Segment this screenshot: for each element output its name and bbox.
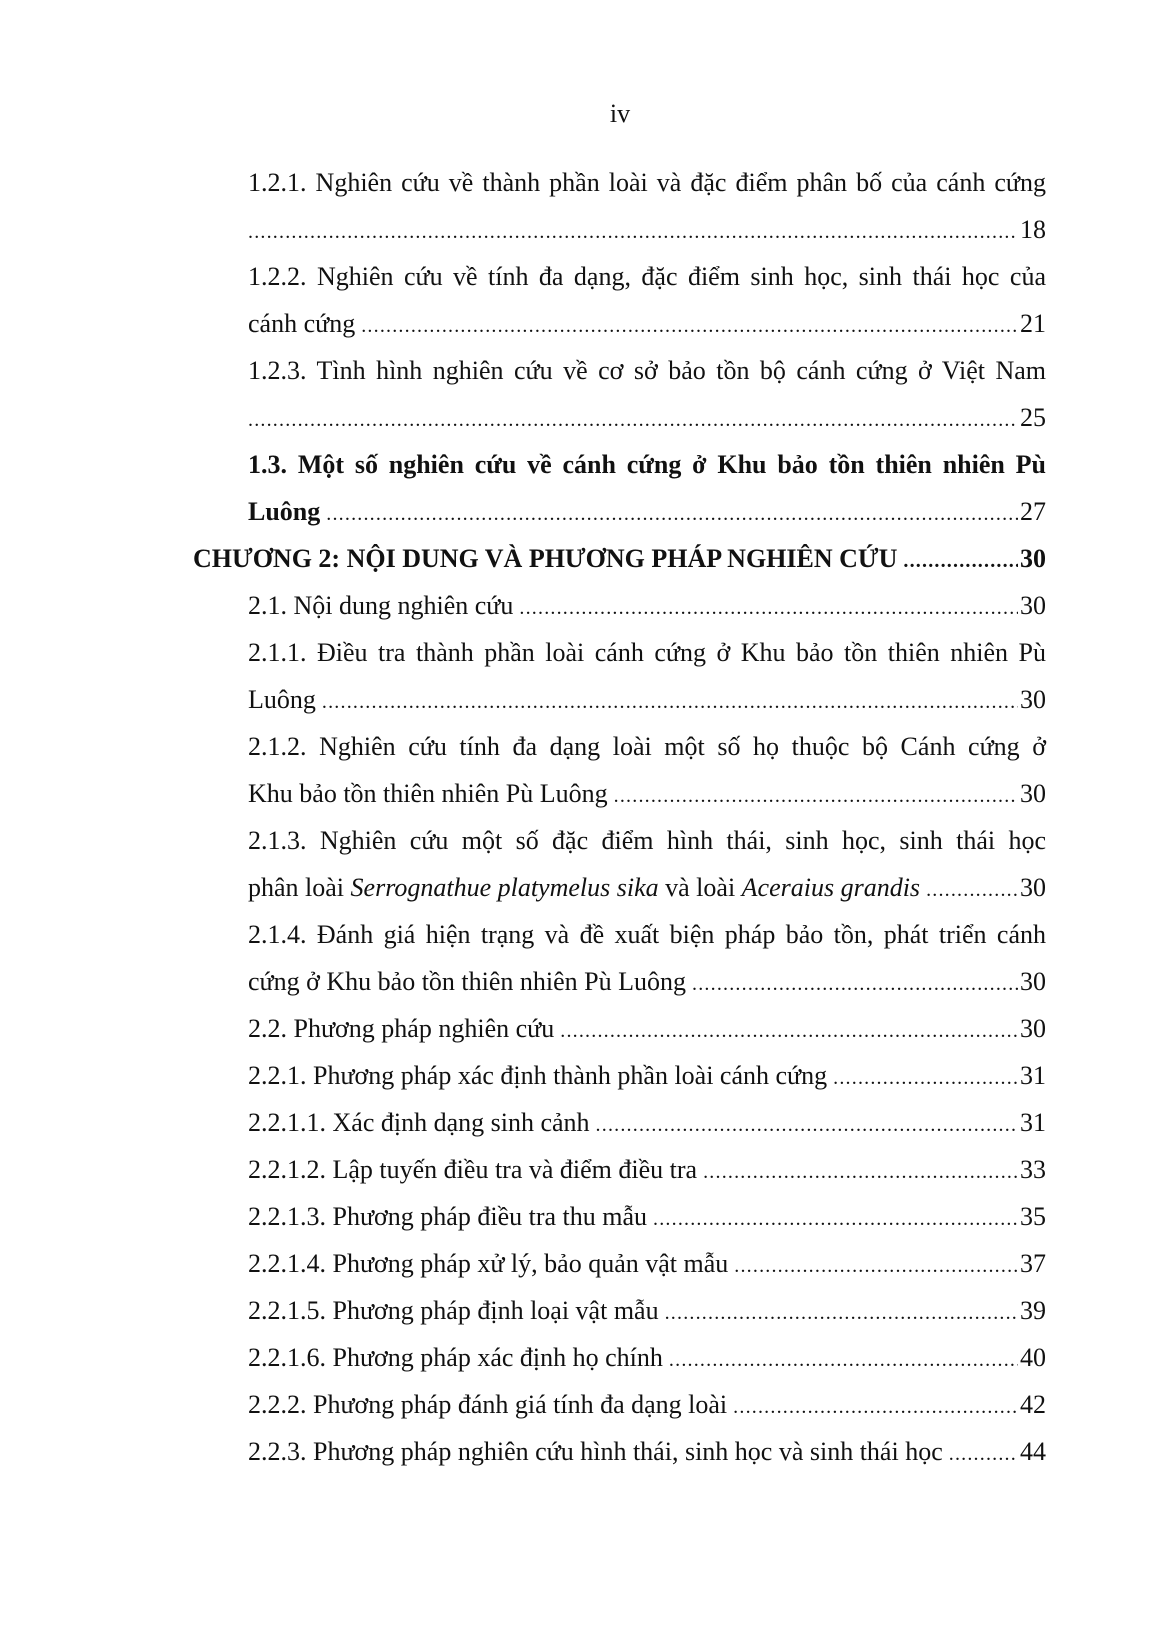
toc-page-number: 31 — [1020, 1108, 1046, 1137]
toc-page-number: 21 — [1020, 309, 1046, 338]
leader-dots — [322, 679, 1018, 726]
toc-entry-2-1[interactable] — [193, 582, 1046, 629]
toc-page-number: 25 — [1020, 403, 1046, 432]
toc-page-number: 33 — [1020, 1155, 1046, 1184]
toc-entry-title: 2.2.3. Phương pháp nghiên cứu hình thái, sinh học và sinh thái học — [248, 1437, 943, 1466]
species-name: Serrognathue platymelus sika — [350, 873, 659, 902]
toc-page-number: 30 — [1020, 1014, 1046, 1043]
toc-entry-title-cont: cứng ở Khu bảo tồn thiên nhiên Pù Luông — [248, 967, 687, 996]
toc-entry-title: 2.1.2. Nghiên cứu tính đa dạng loài một số họ thuộc bộ Cánh cứng ở — [248, 732, 1046, 761]
leader-dots — [519, 585, 1018, 632]
leader-dots — [949, 1431, 1018, 1478]
toc-page-number: 44 — [1020, 1437, 1046, 1466]
toc-page-number: 30 — [1020, 591, 1046, 620]
toc-entry-title-cont: Khu bảo tồn thiên nhiên Pù Luông — [248, 779, 608, 808]
toc-entry-1-2-2-cont[interactable] — [193, 300, 1046, 347]
toc-entry-title: 1.3. Một số nghiên cứu về cánh cứng ở Khu bảo tồn thiên nhiên Pù — [248, 450, 1046, 479]
leader-dots — [248, 209, 1018, 256]
toc-entry-title: 2.2.1.2. Lập tuyến điều tra và điểm điều tra — [248, 1155, 698, 1184]
toc-page-number: 30 — [1020, 544, 1046, 573]
toc-entry-2-2-1-4[interactable] — [193, 1240, 1046, 1287]
toc-entry-2-2-1-1[interactable] — [193, 1099, 1046, 1146]
toc-entry-1-3-cont[interactable] — [193, 488, 1046, 535]
leader-dots — [833, 1055, 1018, 1102]
toc-entry-2-2[interactable] — [193, 1005, 1046, 1052]
leader-dots — [248, 397, 1018, 444]
toc-page-number: 27 — [1020, 497, 1046, 526]
toc-entry-2-1-2-cont[interactable] — [193, 770, 1046, 817]
toc-entry-2-1-4-cont[interactable] — [193, 958, 1046, 1005]
toc-page-number: 40 — [1020, 1343, 1046, 1372]
toc-entry-2-2-1[interactable] — [193, 1052, 1046, 1099]
toc-page-number: 31 — [1020, 1061, 1046, 1090]
toc-entry-title-cont — [248, 864, 920, 911]
leader-dots — [614, 773, 1018, 820]
toc-page-number: 30 — [1020, 685, 1046, 714]
leader-dots — [733, 1384, 1018, 1431]
table-of-contents — [193, 159, 1046, 1475]
toc-entry-2-2-3[interactable] — [193, 1428, 1046, 1475]
toc-entry-1-2-1[interactable] — [193, 159, 1046, 206]
leader-dots — [926, 867, 1018, 914]
toc-page-number: 37 — [1020, 1249, 1046, 1278]
toc-entry-2-2-2[interactable] — [193, 1381, 1046, 1428]
toc-chapter-2[interactable] — [193, 535, 1046, 582]
toc-entry-title: 2.1.1. Điều tra thành phần loài cánh cứng ở Khu bảo tồn thiên nhiên Pù — [248, 638, 1046, 667]
toc-entry-title: 1.2.2. Nghiên cứu về tính đa dạng, đặc điểm sinh học, sinh thái học của — [248, 262, 1046, 291]
toc-entry-title: 2.2.1.3. Phương pháp điều tra thu mẫu — [248, 1202, 648, 1231]
toc-entry-title: 2.2. Phương pháp nghiên cứu — [248, 1014, 555, 1043]
toc-page-number: 39 — [1020, 1296, 1046, 1325]
leader-dots — [596, 1102, 1018, 1149]
toc-entry-title: 2.2.1. Phương pháp xác định thành phần loài cánh cứng — [248, 1061, 828, 1090]
toc-entry-2-2-1-5[interactable] — [193, 1287, 1046, 1334]
toc-page-number: 30 — [1020, 967, 1046, 996]
toc-entry-1-2-1-cont[interactable] — [193, 206, 1046, 253]
toc-entry-2-1-1[interactable] — [193, 629, 1046, 676]
leader-dots — [665, 1290, 1018, 1337]
toc-entry-2-1-2[interactable] — [193, 723, 1046, 770]
toc-entry-1-3[interactable] — [193, 441, 1046, 488]
toc-entry-2-1-4[interactable] — [193, 911, 1046, 958]
toc-entry-2-2-1-6[interactable] — [193, 1334, 1046, 1381]
toc-page-number: 18 — [1020, 215, 1046, 244]
leader-dots — [734, 1243, 1018, 1290]
toc-entry-2-2-1-2[interactable] — [193, 1146, 1046, 1193]
toc-entry-title: 2.1.4. Đánh giá hiện trạng và đề xuất biện pháp bảo tồn, phát triển cánh — [248, 920, 1046, 949]
toc-entry-2-1-3[interactable] — [193, 817, 1046, 864]
toc-entry-title: 2.2.1.5. Phương pháp định loại vật mẫu — [248, 1296, 659, 1325]
leader-dots — [903, 538, 1018, 585]
toc-entry-title-cont: cánh cứng — [248, 309, 356, 338]
toc-entry-title: 1.2.1. Nghiên cứu về thành phần loài và đặc điểm phân bố của cánh cứng — [248, 168, 1046, 197]
toc-entry-title: 2.2.1.1. Xác định dạng sinh cảnh — [248, 1108, 590, 1137]
toc-entry-2-2-1-3[interactable] — [193, 1193, 1046, 1240]
toc-entry-title: 1.2.3. Tình hình nghiên cứu về cơ sở bảo tồn bộ cánh cứng ở Việt Nam — [248, 356, 1046, 385]
text-segment: và loài — [658, 873, 742, 902]
leader-dots — [653, 1196, 1018, 1243]
toc-entry-title: 2.2.1.6. Phương pháp xác định họ chính — [248, 1343, 663, 1372]
toc-page-number: 30 — [1020, 873, 1046, 902]
toc-entry-title-cont: Luông — [248, 497, 321, 526]
leader-dots — [560, 1008, 1018, 1055]
toc-page-number: 30 — [1020, 779, 1046, 808]
toc-entry-title: 2.2.2. Phương pháp đánh giá tính đa dạng loài — [248, 1390, 728, 1419]
toc-chapter-title: CHƯƠNG 2: NỘI DUNG VÀ PHƯƠNG PHÁP NGHIÊN CỨU — [193, 544, 898, 573]
toc-entry-2-1-1-cont[interactable] — [193, 676, 1046, 723]
leader-dots — [703, 1149, 1018, 1196]
toc-page-number: 42 — [1020, 1390, 1046, 1419]
leader-dots — [669, 1337, 1018, 1384]
toc-entry-title-cont: Luông — [248, 685, 316, 714]
toc-entry-2-1-3-cont[interactable] — [193, 864, 1046, 911]
species-name: Aceraius grandis — [741, 873, 921, 902]
leader-dots — [692, 961, 1018, 1008]
toc-entry-1-2-3[interactable] — [193, 347, 1046, 394]
page-number: iv — [609, 99, 631, 128]
leader-dots — [326, 491, 1018, 538]
toc-entry-1-2-2[interactable] — [193, 253, 1046, 300]
toc-entry-title: 2.2.1.4. Phương pháp xử lý, bảo quản vật mẫu — [248, 1249, 729, 1278]
toc-page-number: 35 — [1020, 1202, 1046, 1231]
toc-entry-title: 2.1.3. Nghiên cứu một số đặc điểm hình thái, sinh học, sinh thái học — [248, 826, 1046, 855]
toc-entry-title: 2.1. Nội dung nghiên cứu — [248, 591, 514, 620]
toc-entry-1-2-3-cont[interactable] — [193, 394, 1046, 441]
text-segment: phân loài — [248, 873, 351, 902]
leader-dots — [361, 303, 1018, 350]
